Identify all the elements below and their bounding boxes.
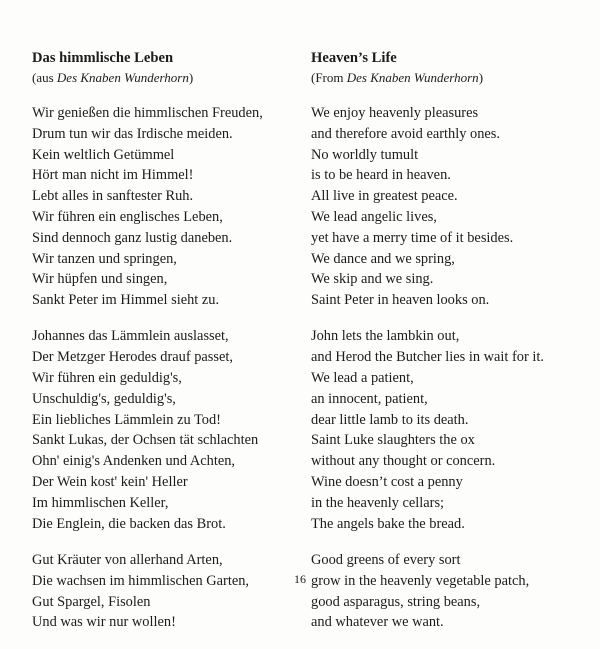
- german-verse-line: Wir hüpfen und singen,: [32, 271, 168, 288]
- english-verse-line: We lead angelic lives,: [311, 208, 437, 225]
- english-verse-line: We lead a patient,: [311, 370, 414, 387]
- german-verse-line: Kein weltlich Getümmel: [32, 146, 175, 163]
- english-verse-line: good asparagus, string beans,: [311, 593, 481, 610]
- english-column: [311, 48, 566, 649]
- english-verse-line: No worldly tumult: [311, 146, 419, 163]
- english-subtitle-book: Des Knaben Wunderhorn: [346, 70, 479, 85]
- german-verse-line: Sankt Peter im Himmel sieht zu.: [32, 292, 220, 309]
- english-verse-line: Wine doesn’t cost a penny: [311, 474, 463, 491]
- english-stanza: [311, 550, 566, 633]
- english-verse-line: We enjoy heavenly pleasures: [311, 105, 479, 121]
- german-verse-line: Der Wein kost' kein' Heller: [32, 474, 188, 491]
- english-subtitle-prefix: (From: [311, 70, 347, 85]
- german-subtitle: [32, 68, 287, 88]
- english-subtitle-suffix: ): [478, 70, 484, 85]
- english-verse-line: grow in the heavenly vegetable patch,: [311, 572, 530, 589]
- german-column: [32, 48, 287, 649]
- page-number: 16: [294, 572, 306, 586]
- german-stanzas: [32, 103, 287, 633]
- english-verse-line: and therefore avoid earthly ones.: [311, 125, 500, 142]
- german-verse-line: Sind dennoch ganz lustig daneben.: [32, 229, 233, 246]
- german-subtitle-book: Des Knaben Wunderhorn: [56, 70, 189, 85]
- german-verse-line: Gut Kräuter von allerhand Arten,: [32, 551, 223, 568]
- german-verse-line: Lebt alles in sanftester Ruh.: [32, 188, 194, 205]
- english-verse-line: Saint Luke slaughters the ox: [311, 432, 475, 449]
- english-verse-line: an innocent, patient,: [311, 390, 428, 407]
- english-verse-line: is to be heard in heaven.: [311, 167, 451, 184]
- german-verse-line: Sankt Lukas, der Ochsen tät schlachten: [32, 432, 259, 449]
- german-subtitle-suffix: ): [188, 70, 194, 85]
- german-verse-line: Der Metzger Herodes drauf passet,: [32, 349, 233, 366]
- english-stanza: [311, 326, 566, 534]
- german-title: Das himmlische Leben: [32, 50, 174, 66]
- english-verse-line: and Herod the Butcher lies in wait for it.: [311, 349, 544, 366]
- german-subtitle-prefix: (aus: [32, 70, 57, 85]
- english-stanza: [311, 103, 566, 311]
- english-title: Heaven’s Life: [311, 50, 397, 66]
- english-stanzas: [311, 103, 566, 633]
- german-verse-line: Drum tun wir das Irdische meiden.: [32, 125, 233, 142]
- german-verse-line: Johannes das Lämmlein auslasset,: [32, 328, 229, 345]
- english-subtitle: [311, 68, 566, 88]
- english-verse-line: dear little lamb to its death.: [311, 411, 469, 428]
- german-verse-line: Die Englein, die backen das Brot.: [32, 515, 226, 532]
- german-verse-line: Wir führen ein geduldig's,: [32, 370, 182, 387]
- german-stanza: [32, 550, 287, 633]
- english-verse-line: John lets the lambkin out,: [311, 328, 460, 345]
- german-verse-line: Ohn' einig's Andenken und Achten,: [32, 453, 236, 470]
- english-verse-line: We dance and we spring,: [311, 250, 455, 267]
- english-verse-line: We skip and we sing.: [311, 271, 434, 288]
- german-verse-line: Im himmlischen Keller,: [32, 494, 169, 511]
- english-verse-line: All live in greatest peace.: [311, 188, 458, 205]
- english-verse-line: yet have a merry time of it besides.: [311, 229, 514, 246]
- german-verse-line: Und was wir nur wollen!: [32, 614, 176, 631]
- german-verse-line: Gut Spargel, Fisolen: [32, 593, 151, 610]
- german-verse-line: Hört man nicht im Himmel!: [32, 167, 194, 184]
- german-verse-line: Unschuldig's, geduldig's,: [32, 390, 176, 407]
- english-verse-line: Saint Peter in heaven looks on.: [311, 292, 490, 309]
- german-stanza: [32, 103, 287, 311]
- english-verse-line: without any thought or concern.: [311, 453, 496, 470]
- german-stanza: [32, 326, 287, 534]
- german-verse-line: Wir genießen die himmlischen Freuden,: [32, 105, 263, 121]
- german-verse-line: Ein liebliches Lämmlein zu Tod!: [32, 411, 221, 428]
- english-verse-line: in the heavenly cellars;: [311, 494, 445, 511]
- german-verse-line: Wir führen ein englisches Leben,: [32, 208, 223, 225]
- english-verse-line: and whatever we want.: [311, 614, 444, 631]
- english-verse-line: The angels bake the bread.: [311, 515, 465, 532]
- german-verse-line: Die wachsen im himmlischen Garten,: [32, 572, 249, 589]
- german-verse-line: Wir tanzen und springen,: [32, 250, 177, 267]
- english-verse-line: Good greens of every sort: [311, 551, 461, 568]
